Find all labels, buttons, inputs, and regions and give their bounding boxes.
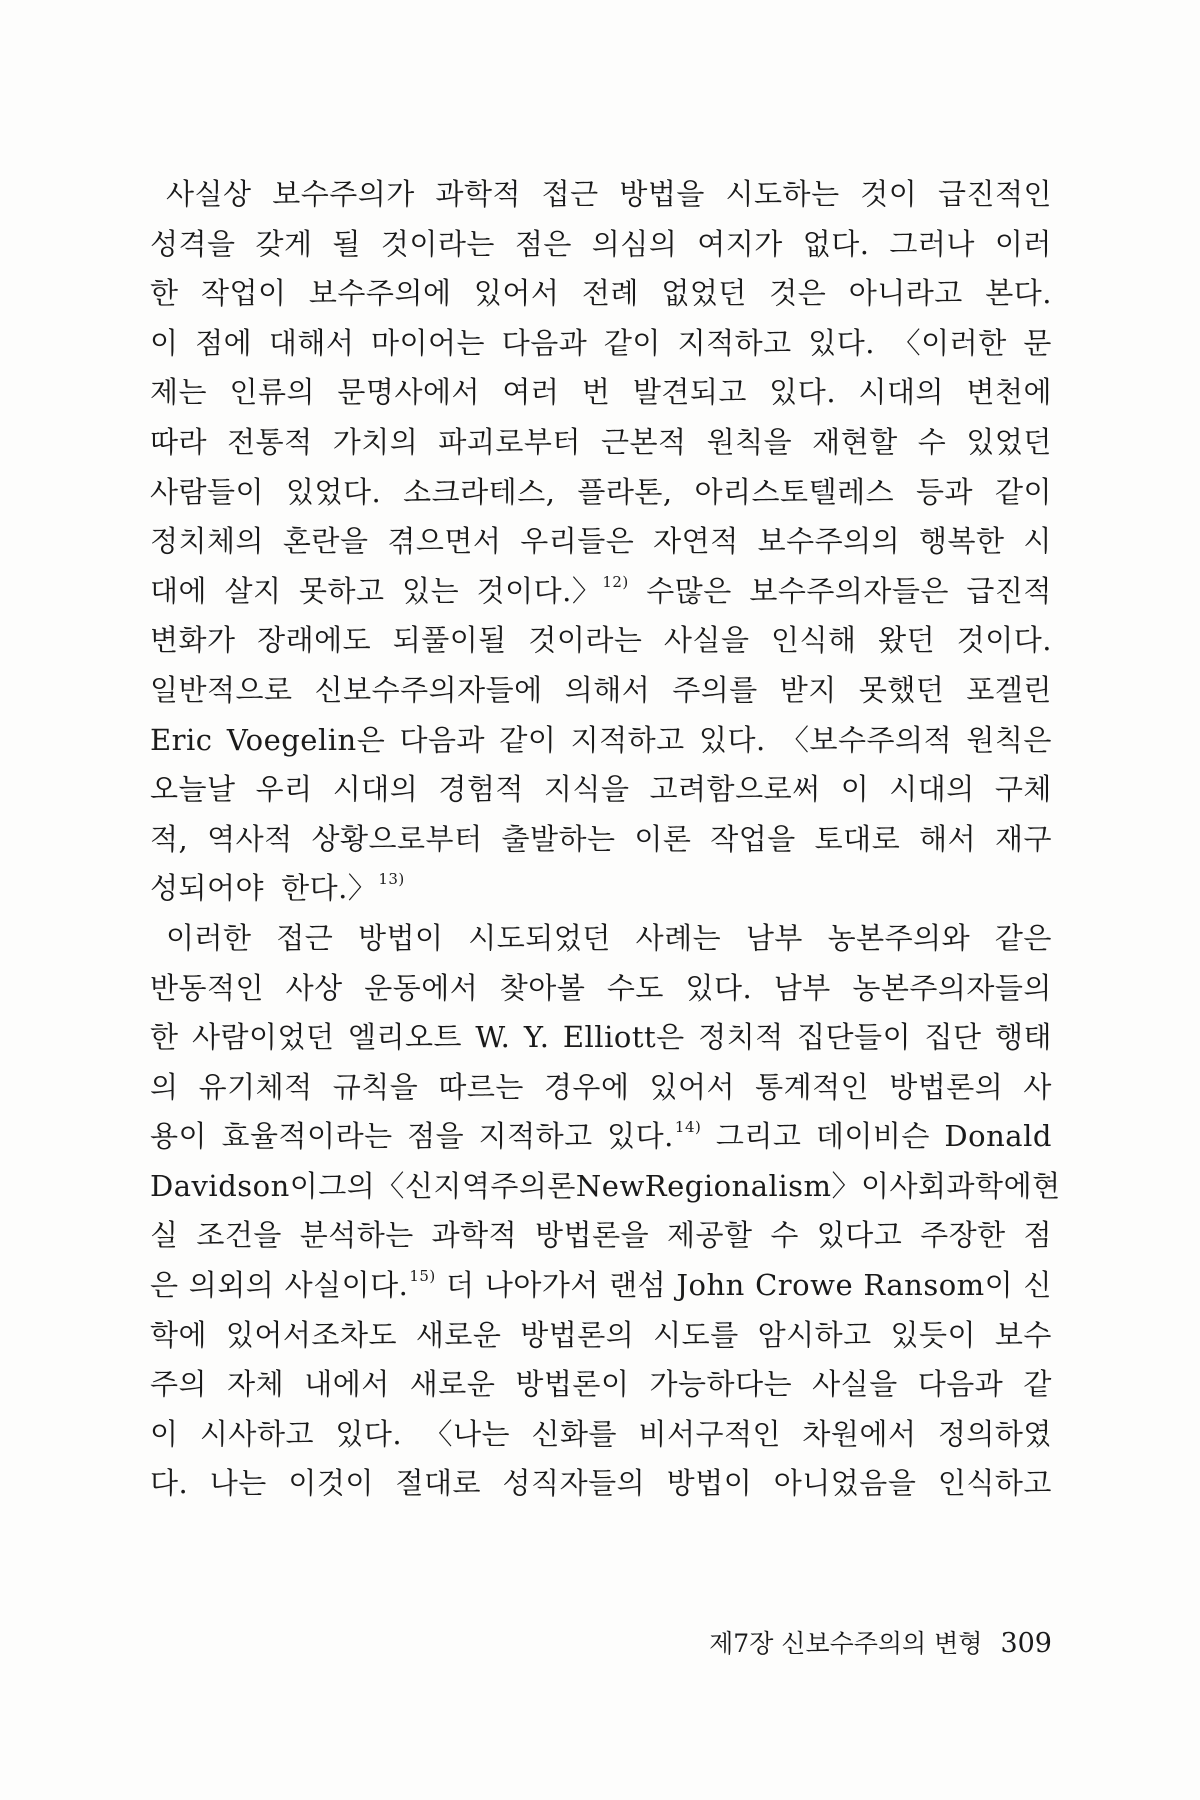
text-line: 학에 있어서조차도 새로운 방법론의 시도를 암시하고 있듯이 보수 <box>150 1317 1052 1352</box>
text-line: 반동적인 사상 운동에서 찾아볼 수도 있다. 남부 농본주의자들의 <box>150 970 1052 1005</box>
text-line: 오늘날 우리 시대의 경험적 지식을 고려함으로써 이 시대의 구체 <box>150 772 1052 807</box>
footnote-marker[interactable]: 15) <box>409 1267 436 1286</box>
text-line: 성격을 갖게 될 것이라는 점은 의심의 여지가 없다. 그러나 이러 <box>150 226 1052 261</box>
text-line: 이 점에 대해서 마이어는 다음과 같이 지적하고 있다. 〈이러한 문 <box>150 325 1052 360</box>
text-line: 변화가 장래에도 되풀이될 것이라는 사실을 인식해 왔던 것이다. <box>150 623 1052 658</box>
text-line: 한 작업이 보수주의에 있어서 전례 없었던 것은 아니라고 본다. <box>150 276 1052 311</box>
text-line: Davidson이 그의 〈신지역주의론 New Regionalism〉이 사회과학에 현 <box>150 1168 1061 1203</box>
text-line: 적, 역사적 상황으로부터 출발하는 이론 작업을 토대로 해서 재구 <box>150 821 1052 856</box>
text-line: 대에 살지 못하고 있는 것이다.〉$^{12)}$ 수많은 보수주의자들은 급진적 <box>150 572 1052 608</box>
chapter-title: 제7장 신보수주의의 변형 <box>709 1629 983 1658</box>
running-footer <box>709 1624 1052 1660</box>
text-line: Eric Voegelin은 다음과 같이 지적하고 있다. 〈보수주의적 원칙은 <box>150 722 1052 757</box>
page-number: 309 <box>1000 1628 1052 1659</box>
text-line: 은 의외의 사실이다.$^{15)}$ 더 나아가서 랜섬 John Crowe Ransom이 신 <box>150 1267 1052 1303</box>
text-line: 일반적으로 신보수주의자들에 의해서 주의를 받지 못했던 포겔린 <box>150 672 1052 707</box>
text-line: 의 유기체적 규칙을 따르는 경우에 있어서 통계적인 방법론의 사 <box>150 1069 1052 1104</box>
footnote-marker[interactable]: 12) <box>602 572 629 591</box>
footnote-marker[interactable]: 13) <box>378 870 405 889</box>
body-text <box>150 170 1061 1509</box>
text-line: 이러한 접근 방법이 시도되었던 사례는 남부 농본주의와 같은 <box>166 920 1052 955</box>
text-line: 정치체의 혼란을 겪으면서 우리들은 자연적 보수주의의 행복한 시 <box>150 524 1052 559</box>
text-line: 이 시사하고 있다. 〈나는 신화를 비서구적인 차원에서 정의하였 <box>150 1416 1052 1451</box>
text-line: 실 조건을 분석하는 과학적 방법론을 제공할 수 있다고 주장한 점 <box>150 1218 1052 1253</box>
text-line: 성되어야 한다.〉$^{13)}$ <box>150 870 405 906</box>
paragraph <box>150 914 1061 1509</box>
text-line: 한 사람이었던 엘리오트 W. Y. Elliott은 정치적 집단들이 집단 행태 <box>150 1020 1052 1055</box>
text-line: 따라 전통적 가치의 파괴로부터 근본적 원칙을 재현할 수 있었던 <box>150 424 1052 459</box>
text-line: 주의 자체 내에서 새로운 방법론이 가능하다는 사실을 다음과 같 <box>150 1367 1052 1402</box>
text-line: 용이 효율적이라는 점을 지적하고 있다.$^{14)}$ 그리고 데이비슨 Donald <box>150 1118 1052 1154</box>
text-line: 제는 인류의 문명사에서 여러 번 발견되고 있다. 시대의 변천에 <box>150 375 1052 410</box>
text-line: 사실상 보수주의가 과학적 접근 방법을 시도하는 것이 급진적인 <box>166 177 1052 211</box>
footnote-marker[interactable]: 14) <box>674 1118 702 1137</box>
paragraph <box>150 170 1052 914</box>
text-line: 다. 나는 이것이 절대로 성직자들의 방법이 아니었음을 인식하고 <box>150 1466 1052 1501</box>
text-line: 사람들이 있었다. 소크라테스, 플라톤, 아리스토텔레스 등과 같이 <box>150 474 1052 509</box>
